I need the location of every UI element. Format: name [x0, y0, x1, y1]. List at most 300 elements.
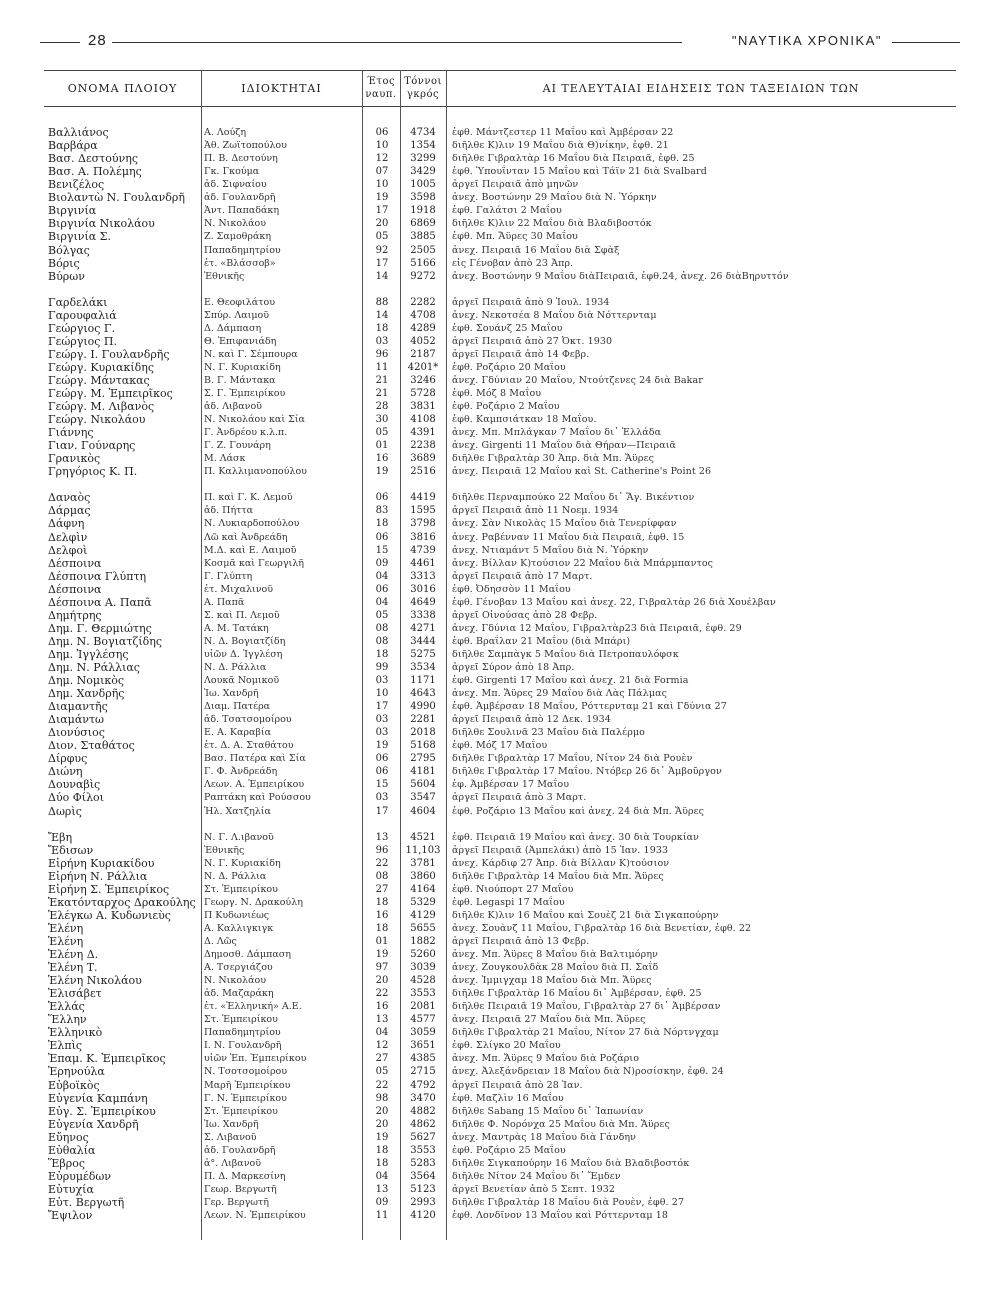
year-built: 09 [375, 557, 389, 569]
table-row [44, 583, 956, 596]
table-row [44, 361, 956, 374]
table-row [44, 517, 956, 530]
voyage-news: διῆλθε Κ)λιν 16 Μαΐου καὶ Σουὲζ 21 διὰ Σιγκαπούρην [452, 909, 719, 921]
owner-name: Β. Γ. Μάντακα [204, 374, 276, 386]
table-row [44, 178, 956, 191]
table-row [44, 426, 956, 439]
year-built: 03 [375, 714, 389, 726]
owner-name: Ν. Δ. Ράλλια [204, 870, 267, 882]
voyage-news: ἀργεῖ Σύρον ἀπὸ 18 Ἀπρ. [452, 661, 575, 673]
year-built: 08 [375, 870, 389, 882]
year-built: 17 [375, 257, 389, 269]
owner-name: Λουκᾶ Νομικοῦ [204, 675, 280, 686]
table-row [44, 387, 956, 400]
year-built: 18 [375, 1144, 389, 1156]
gross-tonnage: 4882 [410, 1105, 436, 1117]
gross-tonnage: 5728 [410, 388, 436, 399]
ship-name: Δέσποινα [48, 556, 102, 570]
ship-name: Διαμαντῆς [48, 700, 108, 714]
gross-tonnage: 1918 [410, 205, 436, 217]
voyage-news: ἐφθ. Ὑπουΐνταν 15 Μαΐου καὶ Τάϊν 21 διὰ Svalbard [452, 166, 707, 178]
ship-name: Γεώργ. Μ. Ἐμπειρῖκος [48, 387, 173, 400]
table-row [44, 400, 956, 413]
owner-name: Γ. Φ. Ἀνδρεάδη [204, 766, 278, 778]
table-row [44, 765, 956, 778]
owner-name: Π. Β. Δεστούνη [204, 153, 278, 165]
table-row [44, 687, 956, 700]
owner-name: Α. Καλλιγκιγκ [204, 922, 274, 934]
year-built: 05 [375, 231, 389, 243]
owner-name: Λῶ καὶ Ἀνδρεάδη [204, 531, 288, 543]
table-header-rule [44, 106, 956, 107]
voyage-news: ἀνεχ. Girgenti 11 Μαΐου διὰ Θήραν—Πειραιᾶ [452, 440, 677, 452]
voyage-news: ἀνεχ. Βίλλαν Κ)τούσιον 22 Μαΐου διὰ Μπάρμπαντος [452, 557, 714, 569]
ship-name: Εὐτ. Βεργωτῆ [48, 1195, 125, 1209]
table-row [44, 896, 956, 909]
voyage-news: ἐφθ. Καμπσιάτκαν 18 Μαΐου. [452, 414, 597, 426]
table-row [44, 1039, 956, 1052]
gross-tonnage: 3534 [410, 661, 436, 673]
voyage-news: ἐφθ. Γαλάτσι 2 Μαΐου [452, 205, 562, 217]
gross-tonnage: 2018 [410, 727, 436, 739]
gross-tonnage: 5627 [410, 1131, 436, 1143]
voyage-news: ἐφθ. Ροζάριο 25 Μαΐου [452, 1144, 566, 1156]
year-built: 14 [375, 270, 389, 282]
ship-name: Ἐρηνούλα [48, 1065, 105, 1079]
header-rule-right [892, 42, 960, 43]
gross-tonnage: 2238 [410, 440, 436, 452]
voyage-news: διῆλθε Κ)λιν 19 Μαΐου διὰ Θ)νίκην, ἐφθ. 21 [452, 140, 669, 151]
running-header [40, 30, 960, 54]
table-row [44, 1105, 956, 1118]
gross-tonnage: 5260 [410, 949, 436, 960]
year-built: 19 [375, 192, 389, 204]
table-row [44, 570, 956, 583]
table-row [44, 491, 956, 504]
gross-tonnage: 3246 [410, 374, 436, 386]
gross-tonnage: 4289 [410, 322, 436, 334]
year-built: 19 [375, 949, 389, 960]
voyage-news: ἐφθ. Σλίγκο 20 Μαΐου [452, 1040, 561, 1052]
page-number: 28 [88, 32, 107, 49]
year-built: 04 [375, 570, 389, 582]
owner-name: Ν. Γ. Κυριακίδη [204, 857, 281, 869]
voyage-news: ἐφθ. Ροζάριο 20 Μαΐου [452, 361, 566, 373]
table-row [44, 752, 956, 765]
ship-name: Ἑλένη [48, 934, 84, 948]
year-built: 10 [375, 179, 389, 191]
year-built: 20 [375, 1118, 389, 1130]
gross-tonnage: 4129 [410, 909, 436, 921]
voyage-news: διῆλθε Sabang 15 Μαΐου δι᾽ Ἰαπωνίαν [452, 1105, 644, 1117]
ship-name: Εἰρήνη Κυριακίδου [48, 856, 155, 870]
voyage-news: ἀνεχ. Μπ. Ἄϋρες 29 Μαΐου διὰ Λὰς Πάλμας [452, 688, 668, 699]
ship-name: Εἰρήνη Σ. Ἐμπειρίκος [48, 882, 170, 896]
ship-name: Δημ. Ν. Βογιατζίδης [48, 634, 163, 648]
year-built: 28 [375, 401, 389, 412]
ship-name: Βόρις [48, 256, 80, 270]
voyage-news: ἀργεῖ Πειραιᾶ ἀπὸ 28 Ἰαν. [452, 1079, 583, 1091]
voyage-news: ἀνεχ. Γδύνια 12 Μαΐου, Γιβραλτὰρ23 διὰ Πειραιᾶ, ἐφθ. 29 [452, 622, 742, 634]
gross-tonnage: 4461 [410, 557, 436, 569]
owner-name: Ἀθ. Ζωϊτοπούλου [204, 140, 287, 151]
table-row [44, 857, 956, 870]
owner-name: Λεων. Α. Ἐμπειρίκου [204, 779, 305, 791]
owner-name: Γεωργ. Ν. Δρακούλη [204, 896, 303, 908]
table-row [44, 713, 956, 726]
owner-name: Ν. Γ. Λ.ιβανοῦ [204, 831, 274, 843]
year-built: 10 [375, 688, 389, 699]
voyage-news: ἀργεῖ Πειραιᾶ ἀπὸ 14 Φεβρ. [452, 348, 590, 360]
owner-name: Γ. Ν. Ἐμπειρίκου [204, 1092, 287, 1104]
ship-name: Ἐπαμ. Κ. Ἐμπειρῖκος [48, 1052, 166, 1066]
owner-name: Ν. καὶ Γ. Σέμπουρα [204, 348, 298, 360]
voyage-news: ἐφθ. Legaspi 17 Μαΐου [452, 896, 565, 908]
ship-name: Εὐγ. Σ. Ἐμπειρίκου [48, 1104, 156, 1118]
owner-name: Α. Λούζη [204, 127, 247, 138]
gross-tonnage: 4792 [410, 1079, 436, 1091]
year-built: 16 [375, 909, 389, 921]
ship-name: Βιολαντὼ Ν. Γουλανδρῆ [48, 191, 185, 205]
voyage-news: ἀργεῖ Οἰνούσας ἀπὸ 28 Φεβρ. [452, 609, 598, 621]
table-row [44, 270, 956, 283]
year-built: 96 [375, 844, 389, 856]
year-built: 05 [375, 1066, 389, 1078]
table-row [44, 1013, 956, 1026]
ship-name: Δύο Φίλοι [48, 791, 104, 805]
ship-name: Γιάννης [48, 426, 94, 440]
gross-tonnage: 2282 [410, 296, 436, 308]
ship-name: Βαλλιάνος [48, 126, 109, 139]
table-row [44, 139, 956, 152]
owner-name: υἱῶν Ἐπ. Ἐμπειρίκου [204, 1053, 307, 1065]
year-built: 16 [375, 1001, 389, 1013]
ship-name: Δέσποινα [48, 582, 102, 596]
ship-name: Ἕλλην [48, 1013, 87, 1027]
table-row [44, 726, 956, 739]
voyage-news: διῆλθε Γιβραλτὰρ 16 Μαΐου δι᾽ Ἀμβέρσαν, ἐφθ. 25 [452, 988, 702, 1000]
year-built: 16 [375, 453, 389, 465]
year-built: 99 [375, 661, 389, 673]
owner-name: Ν. Νικολάου καὶ Σία [204, 414, 305, 426]
ship-name: Εὐθαλία [48, 1143, 96, 1157]
owner-name: Μαρῆ Ἐμπειρίκου [204, 1079, 291, 1091]
voyage-news: διῆλθε Σουλινᾶ 23 Μαΐου διὰ Παλέρμο [452, 727, 645, 739]
ship-name: Ἐλπὶς [48, 1039, 83, 1053]
owner-name: Δ. Λῶς [204, 935, 237, 947]
ship-name: Γρανικὸς [48, 452, 101, 466]
year-built: 08 [375, 635, 389, 647]
owner-name: Βασ. Πατέρα καὶ Σία [204, 753, 306, 765]
gross-tonnage: 4990 [410, 701, 436, 713]
ship-name: Δελφὶν [48, 530, 88, 544]
ship-name: Βασ. Α. Πολέμης [48, 165, 142, 179]
year-built: 04 [375, 1027, 389, 1039]
voyage-news: ἐφθ. Λονδῖνον 13 Μαΐου καὶ Ρόττερνταμ 18 [452, 1210, 669, 1221]
table-row [44, 152, 956, 165]
table-row [44, 191, 956, 204]
voyage-news: διῆλθε Γιβραλτὰρ 21 Μαΐου, Νίτον 27 διὰ Νόρτνγχαμ [452, 1027, 719, 1039]
year-built: 17 [375, 701, 389, 713]
voyage-news: ἀνεχ. Ἀλεξάνδρειαν 18 Μαΐου διὰ Ν)ροσίσκην, ἐφθ. 24 [452, 1066, 724, 1078]
gross-tonnage: 3860 [410, 870, 436, 882]
table-row [44, 557, 956, 570]
gross-tonnage: 3444 [410, 635, 436, 647]
owner-name: Α. Παπᾶ [204, 596, 245, 608]
owner-name: Ν. Δ. Ράλλια [204, 661, 267, 673]
ship-name: Γεώργ. Νικολάου [48, 413, 146, 427]
table-row [44, 596, 956, 609]
table-row [44, 883, 956, 896]
owner-name: Γερ. Βεργωτῆ [204, 1196, 269, 1208]
owner-name: Γ. Ζ. Γουνάρη [204, 440, 271, 452]
voyage-news: ἀνεχ. Πειραιᾶ 12 Μαΐου καὶ St. Catherine's Point 26 [452, 466, 712, 478]
gross-tonnage: 4862 [410, 1118, 436, 1130]
voyage-news: ἐφθ. Ροζάριο 13 Μαΐου καὶ ἀνεχ. 24 διὰ Μπ. Ἄϋρες [452, 805, 705, 817]
ship-name: Βιργινία [48, 204, 97, 218]
gross-tonnage: 3553 [410, 1144, 436, 1156]
gross-tonnage: 4164 [410, 883, 436, 895]
table-row [44, 778, 956, 791]
year-built: 03 [375, 335, 389, 347]
table-row [44, 935, 956, 948]
voyage-news: ἀργεῖ Πειραιᾶ ἀπὸ 12 Δεκ. 1934 [452, 714, 611, 726]
ship-name: Δημ. Χανδρῆς [48, 687, 125, 700]
gross-tonnage: 11,103 [405, 844, 441, 856]
gross-tonnage: 9272 [410, 270, 436, 282]
owner-name: Ν. Γ. Κυριακίδη [204, 361, 281, 373]
year-built: 30 [375, 414, 389, 426]
gross-tonnage: 4521 [410, 831, 436, 843]
owner-name: Σπύρ. Λαιμοῦ [204, 309, 270, 321]
gross-tonnage: 5166 [410, 257, 436, 269]
voyage-news: ἀνεχ. Ζουγκουλδὰκ 28 Μαΐου διὰ Π. Σαΐδ [452, 962, 659, 973]
year-built: 98 [375, 1092, 389, 1104]
year-built: 13 [375, 1183, 389, 1195]
voyage-news: ἀνεχ. Σὰν Νικολὰς 15 Μαΐου διὰ Τενερίφφαν [452, 518, 677, 530]
owner-name: Παπαδημητρίου [204, 244, 281, 256]
owner-name: ἀδ. Τσατσομοίρου [204, 714, 292, 726]
owner-name: Μ.Δ. καὶ Ε. Λαιμοῦ [204, 544, 297, 556]
year-built: 12 [375, 1040, 389, 1052]
owner-name: Δημοσθ. Δάμπαση [204, 949, 291, 960]
ship-name: Γεώργ. Μάντακας [48, 373, 150, 387]
year-built: 06 [375, 492, 389, 504]
table-row [44, 1170, 956, 1183]
voyage-news: ἀργεῖ Πειραιᾶ (Ἀμπελάκι) ἀπὸ 15 Ἰαν. 1933 [452, 844, 669, 856]
voyage-news: ἀργεῖ Πειραιᾶ ἀπὸ 9 Ἰουλ. 1934 [452, 296, 610, 308]
owner-name: Γ. Ἀνδρέου κ.λ.π. [204, 427, 288, 439]
owner-name: Ἀντ. Παπαδάκη [204, 205, 280, 217]
table-row [44, 739, 956, 752]
gross-tonnage: 3313 [410, 570, 436, 582]
voyage-news: εἰς Γένοβαν ἀπὸ 23 Ἀπρ. [452, 257, 574, 269]
ship-name: Ἔδισων [48, 843, 94, 857]
owner-name: Μ. Λάσκ [204, 453, 246, 465]
gross-tonnage: 4419 [410, 492, 436, 504]
gross-tonnage: 2081 [410, 1001, 436, 1013]
ship-name: Δωρὶς [48, 804, 82, 818]
voyage-news: ἀνεχ. Βοστώνην 29 Μαΐου διὰ Ν. Ὑόρκην [452, 192, 657, 204]
owner-name: Ἰω. Χανδρῆ [204, 688, 259, 699]
owner-name: Παπαδημητρίου [204, 1027, 281, 1039]
owner-name: ἀδ. Μαζαράκη [204, 988, 274, 1000]
table-row [44, 648, 956, 661]
year-built: 19 [375, 740, 389, 752]
year-built: 96 [375, 348, 389, 360]
ship-name: Δημήτρης [48, 608, 102, 622]
table-header [44, 70, 956, 106]
ship-name: Διαμάντω [48, 713, 105, 727]
ship-name: Ἐλισάβετ [48, 987, 102, 1001]
gross-tonnage: 3547 [410, 792, 436, 804]
voyage-news: διῆλθε Κ)λιν 22 Μαΐου διὰ Βλαδιβοστόκ [452, 218, 652, 230]
gross-tonnage: 4649 [410, 596, 436, 608]
gross-tonnage: 4604 [410, 805, 436, 817]
year-built: 18 [375, 322, 389, 334]
voyage-news: ἐφθ. Ὀδησσὸν 11 Μαΐου [452, 583, 571, 595]
ship-name: Βύρων [48, 269, 85, 283]
table-row [44, 1157, 956, 1170]
year-built: 19 [375, 1131, 389, 1143]
table-row [44, 296, 956, 309]
voyage-news: ἀνεχ. Νεκοτσέα 8 Μαΐου διὰ Νόττερνταμ [452, 309, 657, 321]
gross-tonnage: 3299 [410, 153, 436, 165]
ship-name: Δημ. Νομικὸς [48, 674, 125, 687]
table-row [44, 230, 956, 243]
gross-tonnage: 3781 [410, 857, 436, 869]
owner-name: Ι. Ν. Γουλανδρῆ [204, 1040, 282, 1052]
ship-name: Ἔψιλον [48, 1209, 93, 1222]
gross-tonnage: 1005 [410, 179, 436, 191]
owner-name: Σ. Λιβανοῦ [204, 1131, 257, 1143]
owner-name: ἐτ. «Ἑλληνική» Α.Ε. [204, 1001, 302, 1013]
owner-name: Α. Μ. Τατάκη [204, 622, 269, 634]
gross-tonnage: 5283 [410, 1157, 436, 1169]
year-built: 10 [375, 140, 389, 151]
ship-name: Δελφοὶ [48, 543, 88, 557]
table-row [44, 1026, 956, 1039]
table-row [44, 961, 956, 974]
voyage-news: ἀργεῖ Πειραιᾶ ἀπὸ 17 Μαρτ. [452, 570, 593, 582]
owner-name: ἐτ. «Βλάσσοβ» [204, 257, 276, 269]
ship-name: Γεώργ. Κυριακίδης [48, 360, 155, 374]
voyage-news: ἐφθ. Πειραιᾶ 19 Μαΐου καὶ ἀνεχ. 30 διὰ Τουρκίαν [452, 831, 700, 843]
ship-name: Εὐτυχία [48, 1182, 94, 1196]
gross-tonnage: 1354 [410, 140, 436, 151]
ship-name: Εὔηνος [48, 1130, 89, 1144]
year-built: 07 [375, 166, 389, 178]
owner-name: ἀδ. Γουλανδρῆ [204, 192, 276, 204]
owner-name: Ραπτάκη καὶ Ρούσσου [204, 792, 311, 804]
ship-name: Βιργινία Σ. [48, 230, 111, 244]
year-built: 97 [375, 962, 389, 973]
voyage-news: ἀνεχ. Κάρδιφ 27 Ἀπρ. διὰ Βίλλαν Κ)τούσιον [452, 857, 670, 869]
gross-tonnage: 4528 [410, 975, 436, 987]
year-built: 20 [375, 975, 389, 987]
ship-name: Δέσποινα Α. Παπᾶ [48, 595, 152, 609]
owner-name: Διαμ. Πατέρα [204, 701, 271, 713]
voyage-news: διῆλθε Γιβραλτὰρ 16 Μαΐου διὰ Πειραιᾶ, ἐφθ. 25 [452, 153, 695, 165]
ship-name: Γεώργιος Π. [48, 334, 118, 348]
gross-tonnage: 3798 [410, 518, 436, 530]
ship-name: Βασ. Δεστούνης [48, 152, 138, 166]
year-built: 18 [375, 922, 389, 934]
owner-name: Ν. Δ. Βογιατζίδη [204, 635, 286, 647]
table-row [44, 661, 956, 674]
year-built: 09 [375, 1196, 389, 1208]
owner-name: Σ. καὶ Π. Λεμοῦ [204, 609, 280, 621]
gross-tonnage: 4739 [410, 544, 436, 556]
gross-tonnage: 4108 [410, 414, 436, 426]
ship-name: Ἑκατόνταρχος Δρακούλης [48, 895, 196, 909]
year-built: 15 [375, 544, 389, 556]
ship-name: Εὐγενία Χανδρῆ [48, 1117, 139, 1131]
year-built: 12 [375, 153, 389, 165]
gross-tonnage: 3338 [410, 609, 436, 621]
gross-tonnage: 4052 [410, 335, 436, 347]
table-row [44, 217, 956, 230]
voyage-news: ἐφθ. Μαζλὶν 16 Μαΐου [452, 1092, 564, 1104]
year-built: 13 [375, 831, 389, 843]
ship-name: Γαρδελάκι [48, 295, 108, 309]
ship-name: Δάφνη [48, 517, 85, 531]
ship-name: Διον. Σταθάτος [48, 739, 135, 753]
ship-name: Ἕβρος [48, 1156, 85, 1170]
year-built: 22 [375, 1079, 389, 1091]
table-row [44, 544, 956, 557]
voyage-news: ἀνεχ. Ραβένναν 11 Μαΐου διὰ Πειραιᾶ, ἐφθ. 15 [452, 531, 685, 543]
gross-tonnage: 3651 [410, 1040, 436, 1052]
gross-tonnage: 3816 [410, 531, 436, 543]
ship-name: Ἑλένη Δ. [48, 948, 99, 961]
table-row [44, 622, 956, 635]
gross-tonnage: 3689 [410, 453, 436, 465]
year-built: 92 [375, 244, 389, 256]
voyage-news: διῆλθε Φ. Νορόνχα 25 Μαΐου διὰ Μπ. Ἄϋρες [452, 1118, 670, 1130]
table-row [44, 1079, 956, 1092]
owner-name: ἐτ. Μιχαλινοῦ [204, 583, 274, 595]
year-built: 15 [375, 779, 389, 791]
owner-name: Π. Δ. Μαρκεσίνη [204, 1170, 286, 1182]
table-row [44, 165, 956, 178]
owner-name: Ν. Τσοτσομοίρου [204, 1066, 288, 1078]
year-built: 11 [375, 361, 389, 373]
voyage-news: διῆλθε Σαμπὰγκ 5 Μαΐου διὰ Πετροπαυλόφσκ [452, 648, 679, 660]
year-built: 01 [375, 440, 389, 452]
year-built: 18 [375, 1157, 389, 1169]
gross-tonnage: 5275 [410, 648, 436, 660]
ship-name: Γεώργ. Μ. Λιβανὸς [48, 400, 155, 413]
table-row [44, 504, 956, 517]
table-row [44, 700, 956, 713]
year-built: 20 [375, 1105, 389, 1117]
ship-name: Δίρφυς [48, 752, 88, 766]
header-rule-middle [112, 42, 682, 43]
voyage-news: ἐφθ. Βραΐλαν 21 Μαΐου (διὰ Μπάρι) [452, 635, 631, 647]
gross-tonnage: 1171 [410, 675, 436, 686]
table-row [44, 1092, 956, 1105]
table-row [44, 374, 956, 387]
gross-tonnage: 4734 [410, 127, 436, 138]
owner-name: Λεων. Ν. Ἐμπειρίκου [204, 1210, 306, 1221]
ship-name: Διώνη [48, 765, 83, 779]
gross-tonnage: 5655 [410, 922, 436, 934]
voyage-news: διῆλθε Γιβραλτὰρ 17 Μαΐου. Ντόβερ 26 δι᾽ Ἀμβοῦργον [452, 766, 722, 778]
year-built: 22 [375, 988, 389, 1000]
year-built: 06 [375, 583, 389, 595]
table-row [44, 922, 956, 935]
